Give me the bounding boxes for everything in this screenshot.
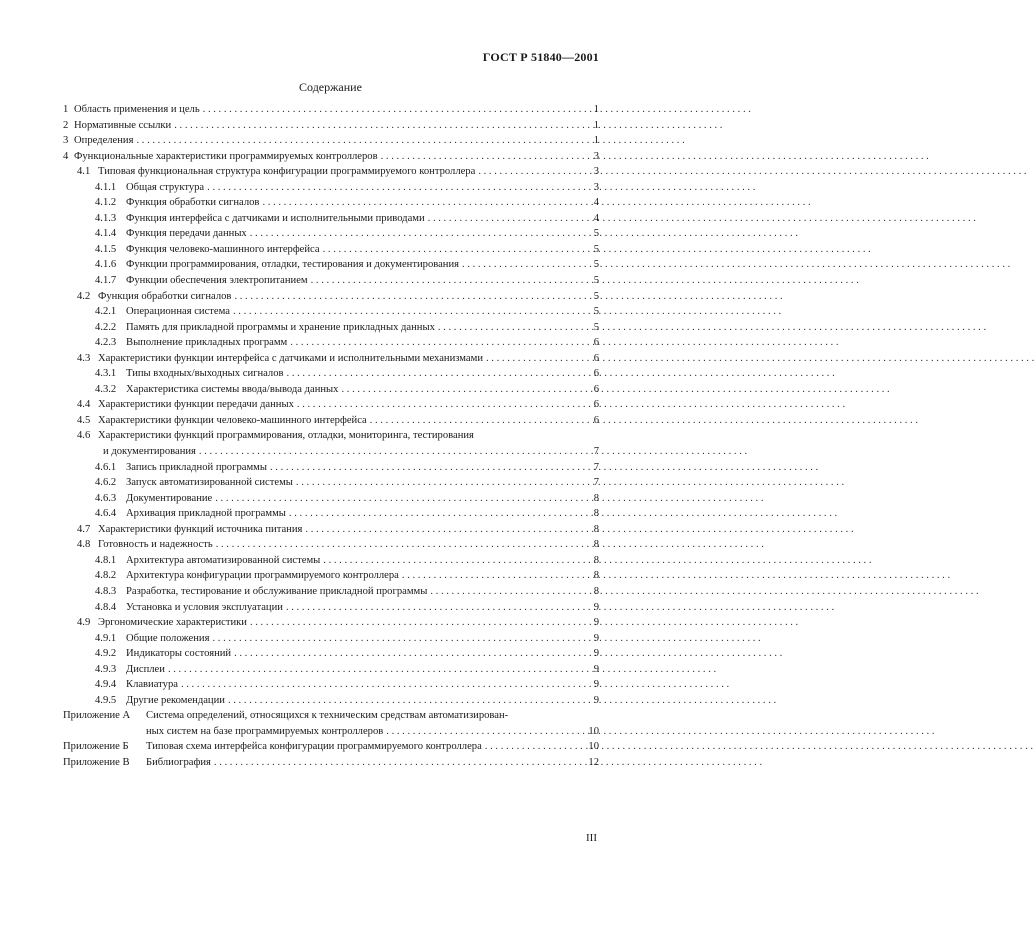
toc-entry-number: 4.1.4 bbox=[95, 228, 117, 240]
toc-entry-continuation bbox=[63, 444, 599, 460]
toc-entry[interactable] bbox=[63, 739, 599, 755]
toc-entry-page: 8 bbox=[593, 539, 599, 551]
dot-leader bbox=[323, 242, 588, 258]
toc-entry-title: Готовность и надежность bbox=[98, 539, 213, 551]
toc-entry-number: 4.3.1 bbox=[95, 368, 117, 380]
toc-entry-page: 8 bbox=[593, 523, 599, 535]
toc-entry-title: Разработка, тестирование и обслуживание прикладной программы bbox=[126, 585, 428, 597]
toc-entry[interactable] bbox=[63, 693, 599, 709]
dot-leader bbox=[428, 211, 588, 227]
toc-entry-title: Типовая функциональная структура конфигурации программируемого контроллера bbox=[98, 166, 476, 178]
toc-entry[interactable] bbox=[63, 257, 599, 273]
dot-leader bbox=[486, 351, 588, 367]
toc-entry-number: 4.9.3 bbox=[95, 663, 117, 675]
toc-entry-title: Архитектура конфигурации программируемого контроллера bbox=[126, 570, 399, 582]
toc-entry-number: 4.6.2 bbox=[95, 477, 117, 489]
dot-leader bbox=[286, 600, 588, 616]
toc-entry-page: 12 bbox=[588, 756, 599, 768]
toc-entry-title: Нормативные ссылки bbox=[74, 119, 172, 131]
dot-leader bbox=[233, 304, 588, 320]
toc-entry[interactable] bbox=[63, 708, 599, 724]
toc-entry[interactable] bbox=[63, 242, 599, 258]
toc-entry-page: 9 bbox=[593, 694, 599, 706]
toc-entry-title: Архивация прикладной программы bbox=[126, 508, 286, 520]
toc-entry-number: 4.2.1 bbox=[95, 306, 117, 318]
toc-entry-page: 4 bbox=[593, 212, 599, 224]
toc-entry-title: Запуск автоматизированной системы bbox=[126, 477, 293, 489]
toc-entry-page: 5 bbox=[593, 321, 599, 333]
dot-leader bbox=[212, 631, 588, 647]
toc-entry-number: 4.4 bbox=[77, 399, 91, 411]
toc-entry[interactable] bbox=[63, 584, 599, 600]
toc-entry-page: 7 bbox=[593, 446, 599, 458]
toc-entry-page: 5 bbox=[593, 290, 599, 302]
toc-entry[interactable] bbox=[63, 491, 599, 507]
toc-entry-title-continuation: и документирования bbox=[103, 446, 196, 458]
toc-entry-page: 9 bbox=[593, 648, 599, 660]
toc-entry-title: Функция интерфейса с датчиками и исполнительными приводами bbox=[126, 212, 425, 224]
toc-entry-number: 4.2 bbox=[77, 290, 91, 302]
dot-leader bbox=[207, 180, 588, 196]
toc-entry[interactable] bbox=[63, 366, 599, 382]
toc-entry-number: 4.1.5 bbox=[95, 243, 117, 255]
dot-leader bbox=[216, 537, 588, 553]
dot-leader bbox=[430, 584, 588, 600]
dot-leader bbox=[297, 397, 588, 413]
toc-entry-page: 6 bbox=[593, 352, 599, 364]
toc-entry[interactable] bbox=[63, 460, 599, 476]
toc-entry[interactable] bbox=[63, 226, 599, 242]
toc-entry[interactable] bbox=[63, 397, 599, 413]
toc-entry[interactable] bbox=[63, 646, 599, 662]
toc-entry[interactable] bbox=[63, 662, 599, 678]
toc-entry[interactable] bbox=[63, 382, 599, 398]
toc-entry[interactable] bbox=[63, 475, 599, 491]
toc-entry-number: 4.6.3 bbox=[95, 492, 117, 504]
toc-entry-title-continuation: ных систем на базе программируемых контроллеров bbox=[146, 725, 384, 737]
toc-entry-number: 4.1.6 bbox=[95, 259, 117, 271]
toc-entry-page: 6 bbox=[593, 368, 599, 380]
toc-entry-number: 4.9.5 bbox=[95, 694, 117, 706]
toc-entry-number: 4.8 bbox=[77, 539, 91, 551]
toc-entry[interactable] bbox=[63, 553, 599, 569]
toc-entry-number: 4.8.2 bbox=[95, 570, 117, 582]
toc-entry-title: Характеристики функции интерфейса с датчиками и исполнительными механизмами bbox=[98, 352, 483, 364]
dot-leader bbox=[341, 382, 588, 398]
toc-entry-title: Типы входных/выходных сигналов bbox=[126, 368, 284, 380]
toc-entry-continuation bbox=[63, 724, 599, 740]
dot-leader bbox=[199, 444, 588, 460]
dot-leader bbox=[250, 615, 588, 631]
toc-entry-page: 9 bbox=[593, 617, 599, 629]
toc-title: Содержание bbox=[299, 80, 362, 94]
toc-entry-number: 4.9.4 bbox=[95, 679, 117, 691]
dot-leader bbox=[381, 149, 588, 165]
dot-leader bbox=[136, 133, 588, 149]
toc-entry-number: 4.9 bbox=[77, 617, 91, 629]
toc-entry-page: 9 bbox=[593, 679, 599, 691]
toc-entry-title: Характеристики функций источника питания bbox=[98, 523, 303, 535]
dot-leader bbox=[228, 693, 588, 709]
toc-entry-page: 8 bbox=[593, 554, 599, 566]
dot-leader bbox=[402, 568, 588, 584]
page-number: III bbox=[586, 832, 597, 844]
toc-entry[interactable] bbox=[63, 600, 599, 616]
dot-leader bbox=[290, 335, 588, 351]
toc-entry-title: Запись прикладной программы bbox=[126, 461, 267, 473]
toc-entry[interactable] bbox=[63, 522, 599, 538]
toc-entry[interactable] bbox=[63, 164, 599, 180]
dot-leader bbox=[296, 475, 588, 491]
toc-entry[interactable] bbox=[63, 118, 599, 134]
toc-entry-page: 5 bbox=[593, 228, 599, 240]
toc-entry[interactable] bbox=[63, 755, 599, 771]
toc-entry-page: 1 bbox=[593, 104, 599, 115]
dot-leader bbox=[203, 102, 588, 118]
toc-entry[interactable] bbox=[63, 149, 599, 165]
toc-entry[interactable] bbox=[63, 506, 599, 522]
toc-entry-page: 7 bbox=[593, 461, 599, 473]
toc-entry-page: 5 bbox=[593, 306, 599, 318]
dot-leader bbox=[270, 460, 588, 476]
toc-entry[interactable] bbox=[63, 351, 599, 367]
toc-entry-number: 4.9.2 bbox=[95, 648, 117, 660]
toc-entry-number: Приложение А bbox=[63, 710, 131, 722]
toc-entry-page: 1 bbox=[593, 135, 599, 147]
toc-entry-title: Типовая схема интерфейса конфигурации программируемого контроллера bbox=[146, 741, 482, 753]
toc-entry-page: 7 bbox=[593, 477, 599, 489]
toc-entry-title: Функции программирования, отладки, тестирования и документирования bbox=[126, 259, 460, 271]
dot-leader bbox=[215, 491, 588, 507]
toc-entry-page: 5 bbox=[593, 243, 599, 255]
toc-entry-page: 6 bbox=[593, 399, 599, 411]
toc-entry-page: 8 bbox=[593, 585, 599, 597]
dot-leader bbox=[438, 320, 588, 336]
dot-leader bbox=[250, 226, 588, 242]
toc-entry-page: 3 bbox=[593, 166, 599, 178]
toc-entry-title: Характеристики функции человеко-машинного интерфейса bbox=[98, 414, 367, 426]
table-of-contents bbox=[63, 102, 599, 771]
toc-entry-number: Приложение Б bbox=[63, 741, 129, 753]
toc-entry-page: 10 bbox=[588, 725, 599, 737]
toc-entry-title: Архитектура автоматизированной системы bbox=[126, 554, 321, 566]
toc-entry-title: Функциональные характеристики программируемых контроллеров bbox=[74, 150, 378, 162]
toc-entry[interactable] bbox=[63, 289, 599, 305]
toc-entry-page: 5 bbox=[593, 259, 599, 271]
dot-leader bbox=[262, 195, 588, 211]
toc-entry-number: 4.9.1 bbox=[95, 632, 117, 644]
toc-entry-page: 8 bbox=[593, 492, 599, 504]
toc-entry-page: 9 bbox=[593, 601, 599, 613]
dot-leader bbox=[287, 366, 588, 382]
toc-entry-number: 4.1.7 bbox=[95, 275, 117, 287]
toc-entry-number: 4.3 bbox=[77, 352, 91, 364]
toc-entry-number: 1 bbox=[63, 104, 69, 115]
toc-entry-title: Система определений, относящихся к техническим средствам автоматизирован- bbox=[146, 710, 509, 722]
dot-leader bbox=[485, 739, 586, 755]
toc-entry-title: Библиография bbox=[146, 756, 211, 768]
toc-entry-page: 4 bbox=[593, 197, 599, 209]
toc-entry-page: 6 bbox=[593, 383, 599, 395]
toc-entry-number: 4.1.3 bbox=[95, 212, 117, 224]
toc-entry-number: 4.8.1 bbox=[95, 554, 117, 566]
toc-entry-page: 8 bbox=[593, 508, 599, 520]
toc-entry-title: Установка и условия эксплуатации bbox=[126, 601, 283, 613]
toc-entry-page: 1 bbox=[593, 119, 599, 131]
toc-entry-title: Область применения и цель bbox=[74, 104, 200, 115]
toc-entry-number: 4 bbox=[63, 150, 69, 162]
toc-entry-title: Другие рекомендации bbox=[126, 694, 225, 706]
toc-entry[interactable] bbox=[63, 568, 599, 584]
toc-entry-page: 9 bbox=[593, 663, 599, 675]
dot-leader bbox=[370, 413, 588, 429]
toc-entry-title: Характеристики функций программирования, отладки, мониторинга, тестирования bbox=[98, 430, 474, 442]
dot-leader bbox=[462, 257, 588, 273]
toc-entry-title: Индикаторы состояний bbox=[126, 648, 232, 660]
toc-entry[interactable] bbox=[63, 631, 599, 647]
toc-entry-title: Общие положения bbox=[126, 632, 210, 644]
toc-entry-number: 4.1 bbox=[77, 166, 91, 178]
toc-entry[interactable] bbox=[63, 195, 599, 211]
toc-entry-number: 3 bbox=[63, 135, 69, 147]
toc-entry-number: 4.8.4 bbox=[95, 601, 117, 613]
toc-entry-number: 4.3.2 bbox=[95, 383, 117, 395]
toc-entry-number: 4.1.2 bbox=[95, 197, 117, 209]
toc-entry-page: 9 bbox=[593, 632, 599, 644]
toc-entry[interactable] bbox=[63, 320, 599, 336]
toc-entry-title: Функции обеспечения электропитанием bbox=[126, 275, 308, 287]
toc-entry-title: Документирование bbox=[126, 492, 213, 504]
dot-leader bbox=[234, 646, 588, 662]
document-code-header: ГОСТ Р 51840—2001 bbox=[482, 50, 599, 64]
toc-entry-number: 4.6.4 bbox=[95, 508, 117, 520]
toc-entry-page: 10 bbox=[588, 741, 599, 753]
toc-entry-title: Характеристики функции передачи данных bbox=[98, 399, 294, 411]
toc-entry-number: Приложение В bbox=[63, 756, 130, 768]
toc-entry-title: Эргономические характеристики bbox=[98, 617, 247, 629]
toc-entry-page: 3 bbox=[593, 150, 599, 162]
toc-entry-page: 6 bbox=[593, 414, 599, 426]
toc-entry-page: 6 bbox=[593, 337, 599, 349]
toc-entry-title: Дисплеи bbox=[126, 663, 165, 675]
toc-entry-title: Клавиатура bbox=[126, 679, 178, 691]
toc-entry-title: Функция обработки сигналов bbox=[126, 197, 260, 209]
toc-entry[interactable] bbox=[63, 335, 599, 351]
toc-entry[interactable] bbox=[63, 211, 599, 227]
dot-leader bbox=[305, 522, 588, 538]
toc-entry[interactable] bbox=[63, 428, 599, 444]
dot-leader bbox=[181, 677, 588, 693]
toc-entry[interactable] bbox=[63, 180, 599, 196]
dot-leader bbox=[311, 273, 588, 289]
dot-leader bbox=[323, 553, 588, 569]
toc-entry-number: 4.8.3 bbox=[95, 585, 117, 597]
toc-entry-number: 4.5 bbox=[77, 414, 91, 426]
toc-entry-title: Функция обработки сигналов bbox=[98, 290, 232, 302]
toc-entry-title: Память для прикладной программы и хранение прикладных данных bbox=[126, 321, 435, 333]
toc-entry-title: Определения bbox=[74, 135, 134, 147]
toc-entry-number: 4.2.2 bbox=[95, 321, 117, 333]
toc-entry[interactable] bbox=[63, 677, 599, 693]
dot-leader bbox=[174, 118, 588, 134]
toc-entry-number: 4.7 bbox=[77, 523, 91, 535]
toc-entry-title: Функция передачи данных bbox=[126, 228, 247, 240]
toc-entry-title: Выполнение прикладных программ bbox=[126, 337, 288, 349]
toc-entry-page: 5 bbox=[593, 275, 599, 287]
toc-entry[interactable] bbox=[63, 413, 599, 429]
toc-entry-title: Функция человеко-машинного интерфейса bbox=[126, 243, 320, 255]
toc-entry[interactable] bbox=[63, 304, 599, 320]
toc-entry-number: 4.2.3 bbox=[95, 337, 117, 349]
toc-entry-number: 4.6 bbox=[77, 430, 91, 442]
dot-leader bbox=[386, 724, 585, 740]
toc-entry-number: 2 bbox=[63, 119, 69, 131]
toc-entry[interactable] bbox=[63, 273, 599, 289]
toc-entry-page: 8 bbox=[593, 570, 599, 582]
dot-leader bbox=[168, 662, 588, 678]
toc-entry[interactable] bbox=[63, 133, 599, 149]
toc-entry-number: 4.6.1 bbox=[95, 461, 117, 473]
dot-leader bbox=[214, 755, 586, 771]
toc-entry-title: Операционная система bbox=[126, 306, 230, 318]
toc-entry[interactable] bbox=[63, 537, 599, 553]
toc-entry[interactable] bbox=[63, 615, 599, 631]
dot-leader bbox=[234, 289, 588, 305]
toc-entry-number: 4.1.1 bbox=[95, 181, 117, 193]
toc-entry-title: Характеристика системы ввода/вывода данных bbox=[126, 383, 339, 395]
toc-entry-title: Общая структура bbox=[126, 181, 205, 193]
dot-leader bbox=[289, 506, 588, 522]
dot-leader bbox=[478, 164, 588, 180]
toc-entry-page: 3 bbox=[593, 181, 599, 193]
toc-entry[interactable] bbox=[63, 102, 599, 118]
